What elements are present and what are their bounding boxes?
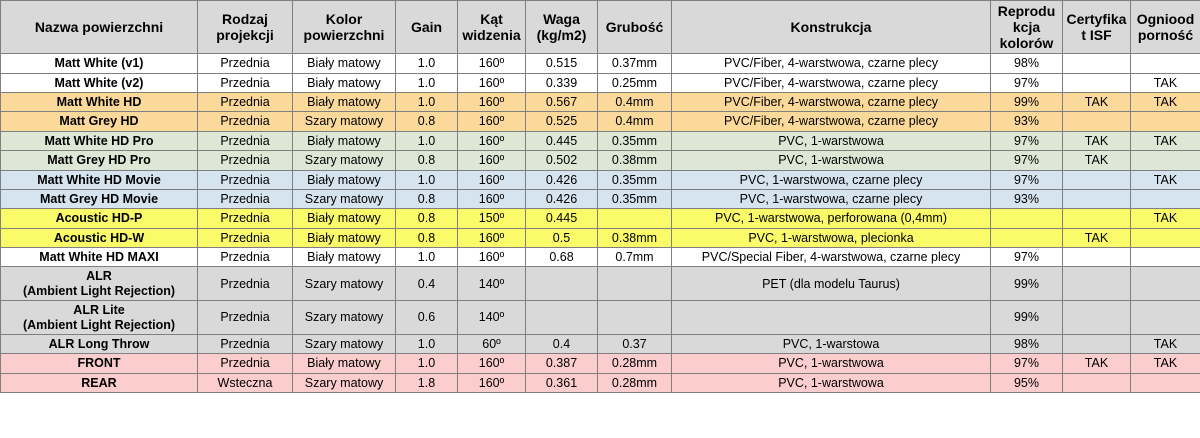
cell-projection-type: Przednia <box>198 131 293 150</box>
cell-viewing-angle: 160º <box>458 93 526 112</box>
cell-thickness: 0.37mm <box>598 54 672 73</box>
cell-construction: PVC, 1-warstwowa <box>672 373 991 392</box>
cell-surface-color: Szary matowy <box>293 267 396 301</box>
cell-color-reproduction: 97% <box>991 131 1063 150</box>
cell-construction: PVC, 1-warstwowa, czarne plecy <box>672 189 991 208</box>
cell-surface-color: Biały matowy <box>293 73 396 92</box>
cell-surface-color: Biały matowy <box>293 93 396 112</box>
cell-gain: 0.4 <box>396 267 458 301</box>
cell-name: Matt Grey HD Pro <box>1 151 198 170</box>
cell-thickness <box>598 267 672 301</box>
column-header-color-reproduction: Reprodukcja kolorów <box>991 1 1063 54</box>
cell-fire-resistance: TAK <box>1131 209 1200 228</box>
cell-surface-color: Szary matowy <box>293 112 396 131</box>
cell-isf-certificate <box>1063 334 1131 353</box>
cell-color-reproduction: 97% <box>991 170 1063 189</box>
cell-name: ALR (Ambient Light Rejection) <box>1 267 198 301</box>
cell-gain: 0.8 <box>396 228 458 247</box>
cell-thickness <box>598 301 672 335</box>
cell-weight: 0.4 <box>526 334 598 353</box>
cell-fire-resistance: TAK <box>1131 93 1200 112</box>
cell-isf-certificate: TAK <box>1063 131 1131 150</box>
cell-viewing-angle: 160º <box>458 248 526 267</box>
column-header-surface-color: Kolor powierzchni <box>293 1 396 54</box>
cell-weight: 0.445 <box>526 131 598 150</box>
cell-isf-certificate <box>1063 54 1131 73</box>
cell-construction: PET (dla modelu Taurus) <box>672 267 991 301</box>
cell-fire-resistance: TAK <box>1131 354 1200 373</box>
cell-thickness: 0.28mm <box>598 373 672 392</box>
table-row <box>1 334 1200 353</box>
cell-fire-resistance: TAK <box>1131 73 1200 92</box>
table-row <box>1 248 1200 267</box>
cell-isf-certificate <box>1063 209 1131 228</box>
cell-gain: 0.8 <box>396 151 458 170</box>
cell-color-reproduction <box>991 228 1063 247</box>
cell-construction: PVC/Fiber, 4-warstwowa, czarne plecy <box>672 54 991 73</box>
cell-construction: PVC/Fiber, 4-warstwowa, czarne plecy <box>672 73 991 92</box>
cell-projection-type: Przednia <box>198 228 293 247</box>
cell-surface-color: Biały matowy <box>293 248 396 267</box>
cell-thickness: 0.35mm <box>598 170 672 189</box>
table-row <box>1 228 1200 247</box>
table-row <box>1 170 1200 189</box>
table-body <box>1 54 1200 393</box>
cell-color-reproduction: 97% <box>991 73 1063 92</box>
cell-surface-color: Szary matowy <box>293 151 396 170</box>
cell-viewing-angle: 160º <box>458 131 526 150</box>
cell-name: Acoustic HD-W <box>1 228 198 247</box>
cell-viewing-angle: 160º <box>458 189 526 208</box>
cell-thickness: 0.35mm <box>598 131 672 150</box>
cell-fire-resistance <box>1131 151 1200 170</box>
cell-projection-type: Przednia <box>198 151 293 170</box>
cell-thickness <box>598 209 672 228</box>
cell-fire-resistance <box>1131 112 1200 131</box>
cell-gain: 1.0 <box>396 131 458 150</box>
cell-fire-resistance: TAK <box>1131 131 1200 150</box>
table-row <box>1 54 1200 73</box>
cell-viewing-angle: 150º <box>458 209 526 228</box>
cell-fire-resistance <box>1131 228 1200 247</box>
cell-isf-certificate <box>1063 73 1131 92</box>
cell-viewing-angle: 160º <box>458 170 526 189</box>
cell-name: Matt White HD Movie <box>1 170 198 189</box>
cell-color-reproduction: 97% <box>991 248 1063 267</box>
cell-color-reproduction: 99% <box>991 93 1063 112</box>
cell-color-reproduction <box>991 209 1063 228</box>
cell-weight: 0.445 <box>526 209 598 228</box>
table-header <box>1 1 1200 54</box>
cell-gain: 1.0 <box>396 248 458 267</box>
cell-gain: 1.0 <box>396 354 458 373</box>
table-row <box>1 131 1200 150</box>
column-header-weight: Waga (kg/m2) <box>526 1 598 54</box>
cell-color-reproduction: 97% <box>991 354 1063 373</box>
cell-color-reproduction: 97% <box>991 151 1063 170</box>
table-row <box>1 189 1200 208</box>
cell-thickness: 0.4mm <box>598 112 672 131</box>
cell-viewing-angle: 160º <box>458 54 526 73</box>
header-row <box>1 1 1200 54</box>
cell-isf-certificate: TAK <box>1063 93 1131 112</box>
cell-construction: PVC, 1-warstwowa, perforowana (0,4mm) <box>672 209 991 228</box>
cell-isf-certificate <box>1063 170 1131 189</box>
cell-surface-color: Biały matowy <box>293 131 396 150</box>
cell-isf-certificate <box>1063 301 1131 335</box>
cell-fire-resistance <box>1131 248 1200 267</box>
cell-projection-type: Przednia <box>198 334 293 353</box>
cell-thickness: 0.35mm <box>598 189 672 208</box>
cell-viewing-angle: 140º <box>458 267 526 301</box>
cell-color-reproduction: 99% <box>991 301 1063 335</box>
cell-viewing-angle: 160º <box>458 228 526 247</box>
cell-surface-color: Szary matowy <box>293 189 396 208</box>
cell-name: REAR <box>1 373 198 392</box>
table-row <box>1 267 1200 301</box>
column-header-projection-type: Rodzaj projekcji <box>198 1 293 54</box>
cell-construction: PVC, 1-warstowa <box>672 334 991 353</box>
cell-name: Matt White HD Pro <box>1 131 198 150</box>
column-header-name: Nazwa powierzchni <box>1 1 198 54</box>
cell-viewing-angle: 160º <box>458 151 526 170</box>
cell-name: Matt Grey HD Movie <box>1 189 198 208</box>
cell-name: Matt White HD MAXI <box>1 248 198 267</box>
cell-surface-color: Szary matowy <box>293 301 396 335</box>
cell-fire-resistance <box>1131 189 1200 208</box>
cell-isf-certificate: TAK <box>1063 151 1131 170</box>
cell-weight: 0.5 <box>526 228 598 247</box>
cell-weight: 0.68 <box>526 248 598 267</box>
cell-weight: 0.339 <box>526 73 598 92</box>
cell-fire-resistance <box>1131 373 1200 392</box>
cell-projection-type: Przednia <box>198 189 293 208</box>
cell-construction: PVC/Special Fiber, 4-warstwowa, czarne plecy <box>672 248 991 267</box>
cell-thickness: 0.4mm <box>598 93 672 112</box>
cell-weight: 0.361 <box>526 373 598 392</box>
table-row <box>1 93 1200 112</box>
cell-projection-type: Przednia <box>198 170 293 189</box>
cell-surface-color: Szary matowy <box>293 334 396 353</box>
cell-thickness: 0.28mm <box>598 354 672 373</box>
cell-thickness: 0.25mm <box>598 73 672 92</box>
cell-viewing-angle: 160º <box>458 112 526 131</box>
cell-projection-type: Przednia <box>198 93 293 112</box>
cell-name: ALR Long Throw <box>1 334 198 353</box>
cell-construction: PVC/Fiber, 4-warstwowa, czarne plecy <box>672 93 991 112</box>
cell-surface-color: Biały matowy <box>293 170 396 189</box>
cell-gain: 1.8 <box>396 373 458 392</box>
cell-construction: PVC, 1-warstwowa, czarne plecy <box>672 170 991 189</box>
cell-isf-certificate <box>1063 267 1131 301</box>
cell-isf-certificate: TAK <box>1063 354 1131 373</box>
column-header-gain: Gain <box>396 1 458 54</box>
column-header-viewing-angle: Kąt widzenia <box>458 1 526 54</box>
cell-projection-type: Przednia <box>198 54 293 73</box>
cell-isf-certificate <box>1063 373 1131 392</box>
cell-gain: 1.0 <box>396 93 458 112</box>
cell-gain: 0.8 <box>396 112 458 131</box>
cell-projection-type: Przednia <box>198 301 293 335</box>
cell-color-reproduction: 93% <box>991 112 1063 131</box>
table-row <box>1 373 1200 392</box>
cell-surface-color: Biały matowy <box>293 54 396 73</box>
cell-name: Acoustic HD-P <box>1 209 198 228</box>
cell-fire-resistance <box>1131 54 1200 73</box>
cell-construction: PVC, 1-warstwowa <box>672 131 991 150</box>
table-row <box>1 73 1200 92</box>
cell-projection-type: Przednia <box>198 209 293 228</box>
cell-gain: 1.0 <box>396 334 458 353</box>
cell-construction: PVC/Fiber, 4-warstwowa, czarne plecy <box>672 112 991 131</box>
cell-fire-resistance <box>1131 267 1200 301</box>
cell-viewing-angle: 160º <box>458 354 526 373</box>
cell-viewing-angle: 160º <box>458 73 526 92</box>
cell-name: ALR Lite (Ambient Light Rejection) <box>1 301 198 335</box>
cell-name: Matt White (v1) <box>1 54 198 73</box>
cell-thickness: 0.38mm <box>598 228 672 247</box>
column-header-fire-resistance: Ognioodporność <box>1131 1 1200 54</box>
cell-gain: 0.8 <box>396 189 458 208</box>
cell-isf-certificate <box>1063 112 1131 131</box>
column-header-construction: Konstrukcja <box>672 1 991 54</box>
cell-fire-resistance: TAK <box>1131 170 1200 189</box>
cell-projection-type: Przednia <box>198 112 293 131</box>
cell-weight: 0.426 <box>526 189 598 208</box>
cell-thickness: 0.7mm <box>598 248 672 267</box>
cell-name: FRONT <box>1 354 198 373</box>
cell-viewing-angle: 140º <box>458 301 526 335</box>
cell-viewing-angle: 60º <box>458 334 526 353</box>
cell-weight <box>526 267 598 301</box>
cell-projection-type: Przednia <box>198 354 293 373</box>
cell-weight: 0.515 <box>526 54 598 73</box>
table-row <box>1 209 1200 228</box>
column-header-thickness: Grubość <box>598 1 672 54</box>
cell-gain: 0.8 <box>396 209 458 228</box>
cell-projection-type: Przednia <box>198 248 293 267</box>
cell-gain: 0.6 <box>396 301 458 335</box>
cell-color-reproduction: 95% <box>991 373 1063 392</box>
cell-color-reproduction: 99% <box>991 267 1063 301</box>
table-row <box>1 112 1200 131</box>
cell-surface-color: Szary matowy <box>293 373 396 392</box>
cell-name: Matt White HD <box>1 93 198 112</box>
cell-construction <box>672 301 991 335</box>
cell-fire-resistance: TAK <box>1131 334 1200 353</box>
cell-weight: 0.502 <box>526 151 598 170</box>
cell-thickness: 0.37 <box>598 334 672 353</box>
cell-thickness: 0.38mm <box>598 151 672 170</box>
column-header-isf-certificate: Certyfikat ISF <box>1063 1 1131 54</box>
cell-color-reproduction: 98% <box>991 334 1063 353</box>
cell-weight: 0.525 <box>526 112 598 131</box>
cell-isf-certificate <box>1063 248 1131 267</box>
cell-name: Matt White (v2) <box>1 73 198 92</box>
cell-construction: PVC, 1-warstwowa <box>672 354 991 373</box>
cell-gain: 1.0 <box>396 73 458 92</box>
cell-weight: 0.426 <box>526 170 598 189</box>
cell-weight: 0.567 <box>526 93 598 112</box>
cell-surface-color: Biały matowy <box>293 228 396 247</box>
cell-color-reproduction: 98% <box>991 54 1063 73</box>
cell-gain: 1.0 <box>396 54 458 73</box>
cell-color-reproduction: 93% <box>991 189 1063 208</box>
cell-projection-type: Przednia <box>198 73 293 92</box>
table-row <box>1 354 1200 373</box>
cell-gain: 1.0 <box>396 170 458 189</box>
cell-surface-color: Biały matowy <box>293 354 396 373</box>
cell-weight: 0.387 <box>526 354 598 373</box>
cell-projection-type: Wsteczna <box>198 373 293 392</box>
cell-construction: PVC, 1-warstwowa, plecionka <box>672 228 991 247</box>
cell-isf-certificate: TAK <box>1063 228 1131 247</box>
cell-weight <box>526 301 598 335</box>
cell-name: Matt Grey HD <box>1 112 198 131</box>
cell-fire-resistance <box>1131 301 1200 335</box>
cell-surface-color: Biały matowy <box>293 209 396 228</box>
cell-isf-certificate <box>1063 189 1131 208</box>
cell-viewing-angle: 160º <box>458 373 526 392</box>
table-row <box>1 151 1200 170</box>
cell-projection-type: Przednia <box>198 267 293 301</box>
table-row <box>1 301 1200 335</box>
cell-construction: PVC, 1-warstwowa <box>672 151 991 170</box>
